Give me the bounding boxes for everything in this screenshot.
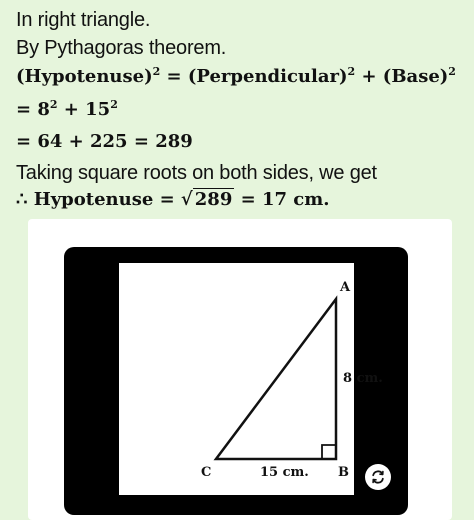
- vertex-a-label: A: [340, 280, 351, 295]
- eq1-base: (Base): [382, 66, 449, 87]
- sqrt-symbol: √ 289: [180, 189, 233, 210]
- text-line-6: Taking square roots on both sides, we get: [16, 162, 377, 184]
- eq4-post: = 17 cm.: [234, 189, 330, 210]
- rotate-icon: [370, 469, 386, 485]
- triangle-diagram: [119, 263, 383, 495]
- text-line-2: By Pythagoras theorem.: [16, 37, 227, 59]
- eq1-lhs: (Hypotenuse): [16, 66, 153, 87]
- image-card: [28, 219, 452, 520]
- triangle-figure: [119, 263, 383, 495]
- eq2-exp-1: 2: [49, 98, 58, 111]
- eq1-exp-1: 2: [152, 65, 161, 78]
- eq1-plus: +: [355, 66, 383, 87]
- eq2-second: + 15: [57, 99, 111, 120]
- equation-4: [16, 189, 330, 210]
- equation-1: [16, 66, 456, 87]
- vertex-b-label: B: [338, 465, 349, 480]
- eq1-exp-2: 2: [347, 65, 356, 78]
- side-ab-label: 8 cm.: [343, 371, 383, 386]
- eq4-radicand: 289: [194, 189, 233, 210]
- rotate-button[interactable]: [365, 464, 391, 490]
- eq2-exp-2: 2: [110, 98, 118, 111]
- eq4-pre: ∴ Hypotenuse =: [16, 189, 181, 210]
- text-line-1: In right triangle.: [16, 9, 151, 31]
- equation-3: = 64 + 225 = 289: [16, 131, 193, 152]
- image-viewer: [64, 247, 408, 515]
- eq2-first: = 8: [16, 99, 50, 120]
- eq1-equals: =: [160, 66, 188, 87]
- side-cb-label: 15 cm.: [260, 465, 309, 480]
- right-angle-marker: [322, 445, 336, 459]
- triangle-shape: [216, 299, 336, 459]
- equation-2: [16, 99, 118, 120]
- eq1-exp-3: 2: [448, 65, 456, 78]
- vertex-c-label: C: [201, 465, 212, 480]
- eq1-perpendicular: (Perpendicular): [187, 66, 348, 87]
